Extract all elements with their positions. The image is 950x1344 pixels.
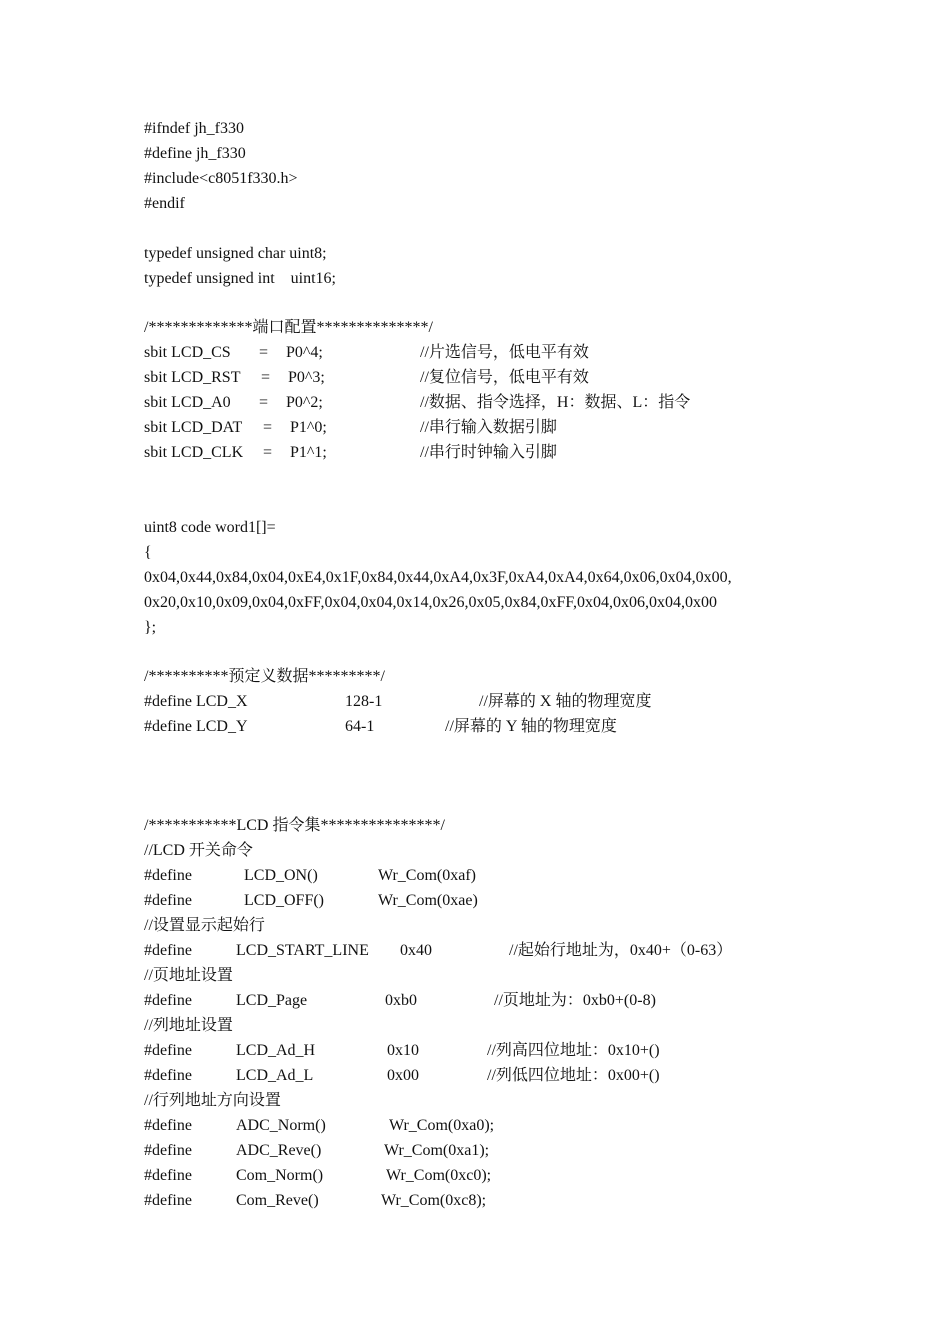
code-line-segment: sbit LCD_RST xyxy=(144,369,241,386)
code-line-segment: #define xyxy=(144,1192,192,1209)
code-line-segment: { xyxy=(144,544,152,561)
code-line-segment: //复位信号，低电平有效 xyxy=(420,369,589,386)
code-line-segment: 0x00 xyxy=(387,1067,419,1084)
code-line-segment: //串行输入数据引脚 xyxy=(420,419,557,436)
code-line-segment: #ifndef jh_f330 xyxy=(144,120,244,137)
code-line-segment: ADC_Reve() xyxy=(236,1142,322,1159)
code-line-segment: #define jh_f330 xyxy=(144,145,246,162)
code-line-segment: //页地址为：0xb0+(0-8) xyxy=(494,992,656,1009)
code-line-segment: ADC_Norm() xyxy=(236,1117,326,1134)
code-line-segment: //列低四位地址：0x00+() xyxy=(487,1067,660,1084)
code-line-segment: Com_Norm() xyxy=(236,1167,324,1184)
code-line-segment: //数据、指令选择，H：数据、L：指令 xyxy=(420,394,691,411)
code-line-segment: LCD_Ad_L xyxy=(236,1067,314,1084)
code-line-segment: uint8 code word1[]= xyxy=(144,519,276,536)
code-line-segment: #define xyxy=(144,1042,192,1059)
code-line-segment: #define xyxy=(144,892,192,909)
code-line-segment: //页地址设置 xyxy=(144,967,233,984)
code-line-segment: LCD_START_LINE xyxy=(236,942,369,959)
code-line-segment: P1^1; xyxy=(290,444,327,461)
code-line-segment: Com_Reve() xyxy=(236,1192,319,1209)
code-line-segment: sbit LCD_CS xyxy=(144,344,231,361)
code-line-segment: Wr_Com(0xae) xyxy=(378,892,478,909)
code-line-segment: #define LCD_Y xyxy=(144,718,248,735)
code-line-segment: Wr_Com(0xc8); xyxy=(381,1192,487,1209)
code-line-segment: //设置显示起始行 xyxy=(144,917,265,934)
code-line-segment: LCD_Ad_H xyxy=(236,1042,316,1059)
code-line-segment: = xyxy=(263,444,273,461)
code-line-segment: Wr_Com(0xa1); xyxy=(384,1142,490,1159)
code-line-segment: /**********预定义数据*********/ xyxy=(144,668,385,685)
code-line-segment: #define xyxy=(144,1117,192,1134)
code-line-segment: //列高四位地址：0x10+() xyxy=(487,1042,660,1059)
code-line-segment: P1^0; xyxy=(290,419,327,436)
code-line-segment: Wr_Com(0xa0); xyxy=(389,1117,495,1134)
code-line-segment: //起始行地址为，0x40+（0-63） xyxy=(509,942,733,959)
code-line-segment: LCD_Page xyxy=(236,992,308,1009)
code-line-segment: P0^3; xyxy=(288,369,325,386)
code-line-segment: 0xb0 xyxy=(385,992,417,1009)
code-line-segment: #include<c8051f330.h> xyxy=(144,170,298,187)
code-line-segment: //片选信号，低电平有效 xyxy=(420,344,589,361)
code-line-segment: //列地址设置 xyxy=(144,1017,233,1034)
code-line-segment: /***********LCD 指令集***************/ xyxy=(144,817,445,834)
code-line-segment: 0x20,0x10,0x09,0x04,0xFF,0x04,0x04,0x14,0x26,0x05,0x84,0xFF,0x04,0x06,0x04,0x00 xyxy=(144,594,718,611)
code-line-segment: LCD_ON() xyxy=(244,867,318,884)
code-line-segment: #define LCD_X xyxy=(144,693,248,710)
code-line-segment: 128-1 xyxy=(345,693,383,710)
code-line-segment: sbit LCD_DAT xyxy=(144,419,243,436)
code-line-segment: LCD_OFF() xyxy=(244,892,325,909)
code-line-segment: //屏幕的 X 轴的物理宽度 xyxy=(479,693,652,710)
code-line-segment: 0x10 xyxy=(387,1042,419,1059)
code-line-segment: P0^4; xyxy=(286,344,323,361)
code-line-segment: //LCD 开关命令 xyxy=(144,842,253,859)
code-line-segment: #endif xyxy=(144,195,185,212)
code-line-segment: typedef unsigned char uint8; xyxy=(144,245,327,262)
code-line-segment: #define xyxy=(144,1142,192,1159)
code-line-segment: = xyxy=(259,344,269,361)
code-line-segment: #define xyxy=(144,1167,192,1184)
code-line-segment: //行列地址方向设置 xyxy=(144,1092,281,1109)
code-line-segment: sbit LCD_A0 xyxy=(144,394,231,411)
code-line-segment: = xyxy=(261,369,271,386)
code-line-segment: }; xyxy=(144,619,157,636)
code-line-segment: #define xyxy=(144,867,192,884)
code-line-segment: Wr_Com(0xaf) xyxy=(378,867,476,884)
code-line-segment: #define xyxy=(144,1067,192,1084)
code-line-segment: /*************端口配置**************/ xyxy=(144,319,433,336)
code-line-segment: 0x04,0x44,0x84,0x04,0xE4,0x1F,0x84,0x44,0xA4,0x3F,0xA4,0xA4,0x64,0x06,0x04,0x00, xyxy=(144,569,732,586)
code-line-segment: 64-1 xyxy=(345,718,375,735)
code-line-segment: sbit LCD_CLK xyxy=(144,444,244,461)
code-line-segment: //串行时钟输入引脚 xyxy=(420,444,557,461)
code-line-segment: = xyxy=(259,394,269,411)
code-line-segment: typedef unsigned int uint16; xyxy=(144,270,336,287)
code-line-segment: Wr_Com(0xc0); xyxy=(386,1167,492,1184)
code-line-segment: #define xyxy=(144,942,192,959)
code-line-segment: //屏幕的 Y 轴的物理宽度 xyxy=(445,718,617,735)
code-line-segment: = xyxy=(263,419,273,436)
code-line-segment: #define xyxy=(144,992,192,1009)
code-line-segment: P0^2; xyxy=(286,394,323,411)
code-line-segment: 0x40 xyxy=(400,942,432,959)
